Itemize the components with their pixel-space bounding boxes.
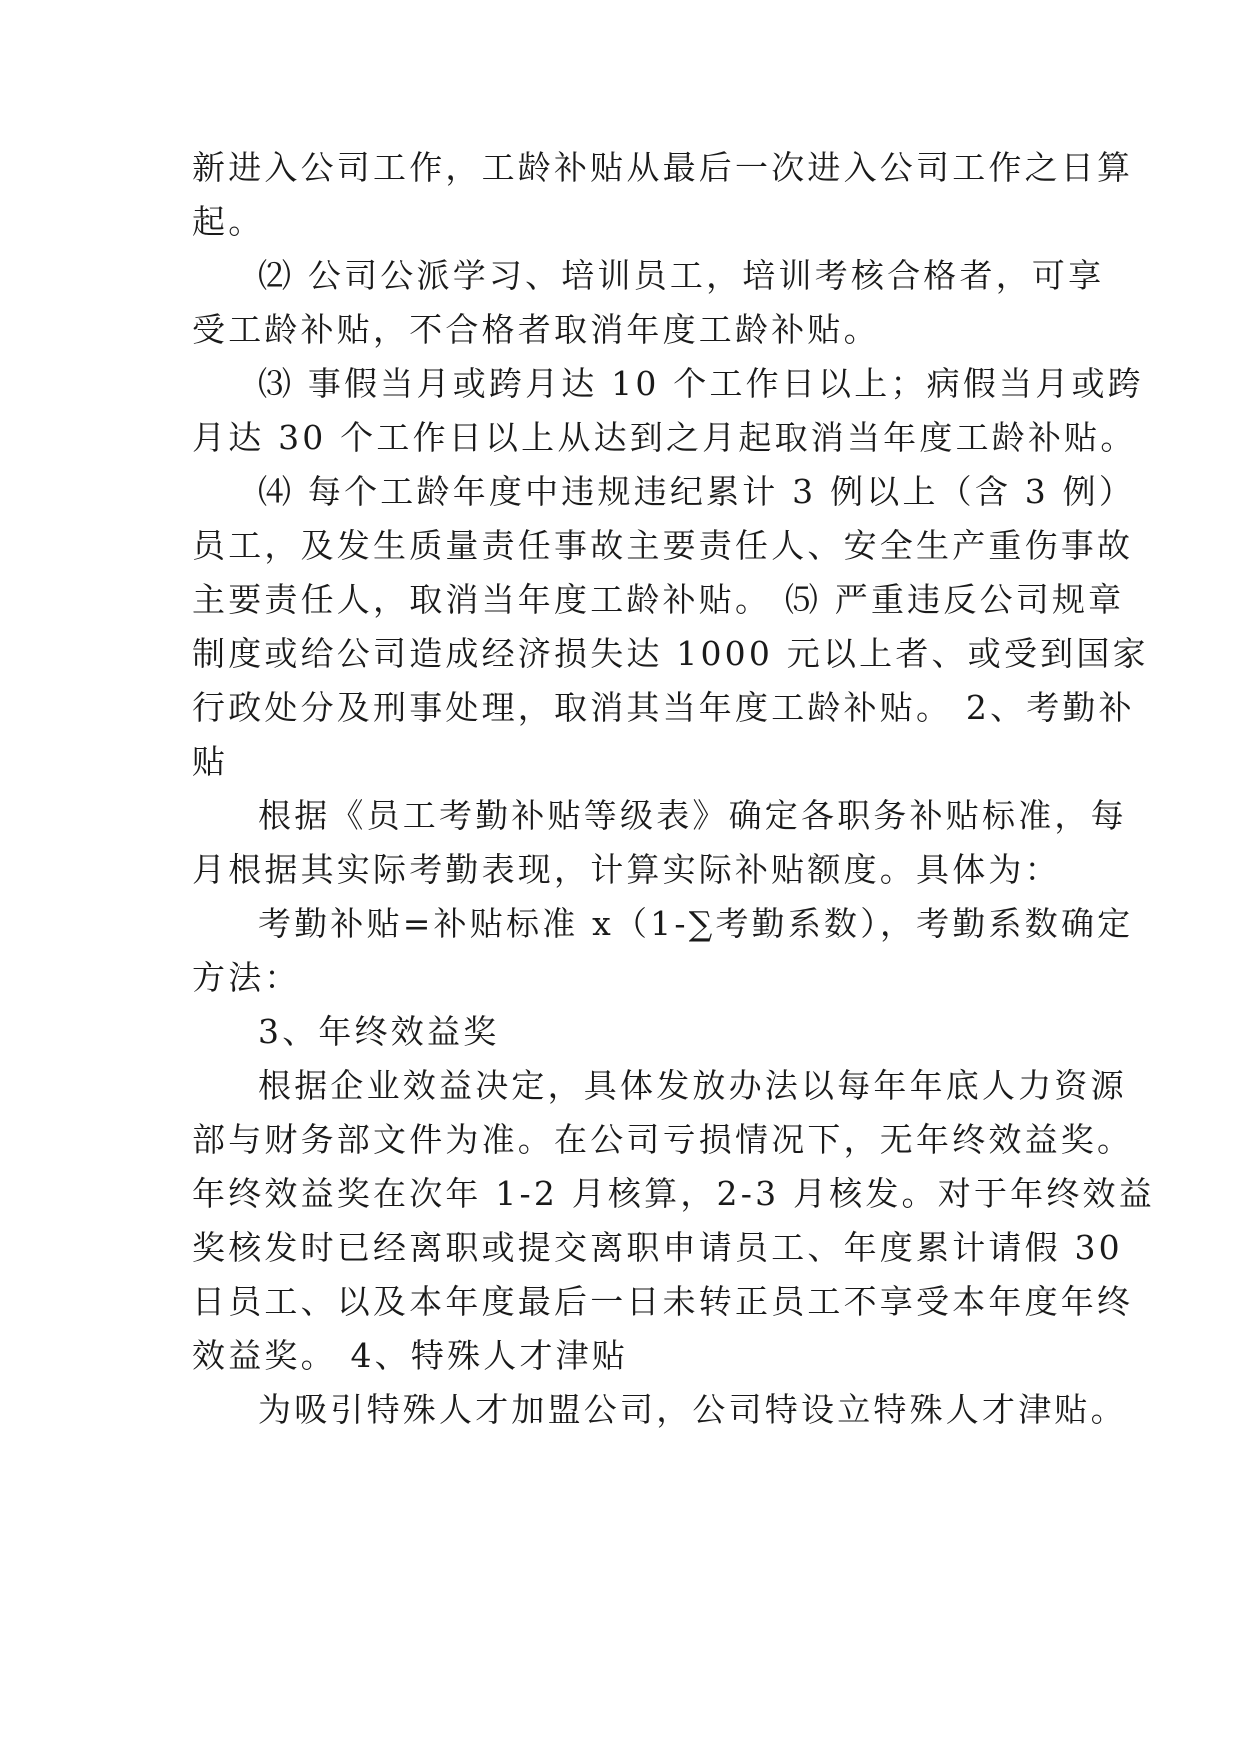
text-line: 根据《员工考勤补贴等级表》确定各职务补贴标准，每 [258, 796, 1127, 835]
text-line: 员工，及发生质量责任事故主要责任人、安全生产重伤事故 [192, 526, 1134, 565]
text-line: 效益奖。 4、特殊人才津贴 [192, 1336, 629, 1375]
text-line: 考勤补贴=补贴标准 x（1-∑考勤系数），考勤系数确定 [258, 904, 1134, 943]
text-line: 根据企业效益决定，具体发放办法以每年年底人力资源 [258, 1066, 1127, 1105]
text-line: 部与财务部文件为准。在公司亏损情况下，无年终效益奖。 [192, 1120, 1134, 1159]
text-line: 日员工、以及本年度最后一日未转正员工不享受本年度年终 [192, 1282, 1134, 1321]
text-line: 主要责任人，取消当年度工龄补贴。 ⑸ 严重违反公司规章 [192, 580, 1125, 619]
text-line: 制度或给公司造成经济损失达 1000 元以上者、或受到国家 [192, 634, 1149, 673]
text-line: 月达 30 个工作日以上从达到之月起取消当年度工龄补贴。 [192, 418, 1137, 457]
section-heading: 3、年终效益奖 [258, 1012, 500, 1051]
text-line: 起。 [192, 202, 265, 241]
text-line: 贴 [192, 742, 229, 781]
text-line: 年终效益奖在次年 1-2 月核算，2-3 月核发。对于年终效益 [192, 1174, 1155, 1213]
text-line: 月根据其实际考勤表现，计算实际补贴额度。具体为： [192, 850, 1061, 889]
text-line: ⑵ 公司公派学习、培训员工，培训考核合格者，可享 [258, 256, 1105, 295]
text-line: 奖核发时已经离职或提交离职申请员工、年度累计请假 30 [192, 1228, 1123, 1267]
text-line: ⑷ 每个工龄年度中违规违纪累计 3 例以上（含 3 例） [258, 472, 1136, 511]
text-line: 方法： [192, 958, 301, 997]
text-line: 行政处分及刑事处理，取消其当年度工龄补贴。 2、考勤补 [192, 688, 1135, 727]
text-line: 新进入公司工作，工龄补贴从最后一次进入公司工作之日算 [192, 148, 1134, 187]
text-line: 受工龄补贴，不合格者取消年度工龄补贴。 [192, 310, 880, 349]
text-line: 为吸引特殊人才加盟公司，公司特设立特殊人才津贴。 [258, 1390, 1127, 1429]
text-line: ⑶ 事假当月或跨月达 10 个工作日以上；病假当月或跨 [258, 364, 1144, 403]
